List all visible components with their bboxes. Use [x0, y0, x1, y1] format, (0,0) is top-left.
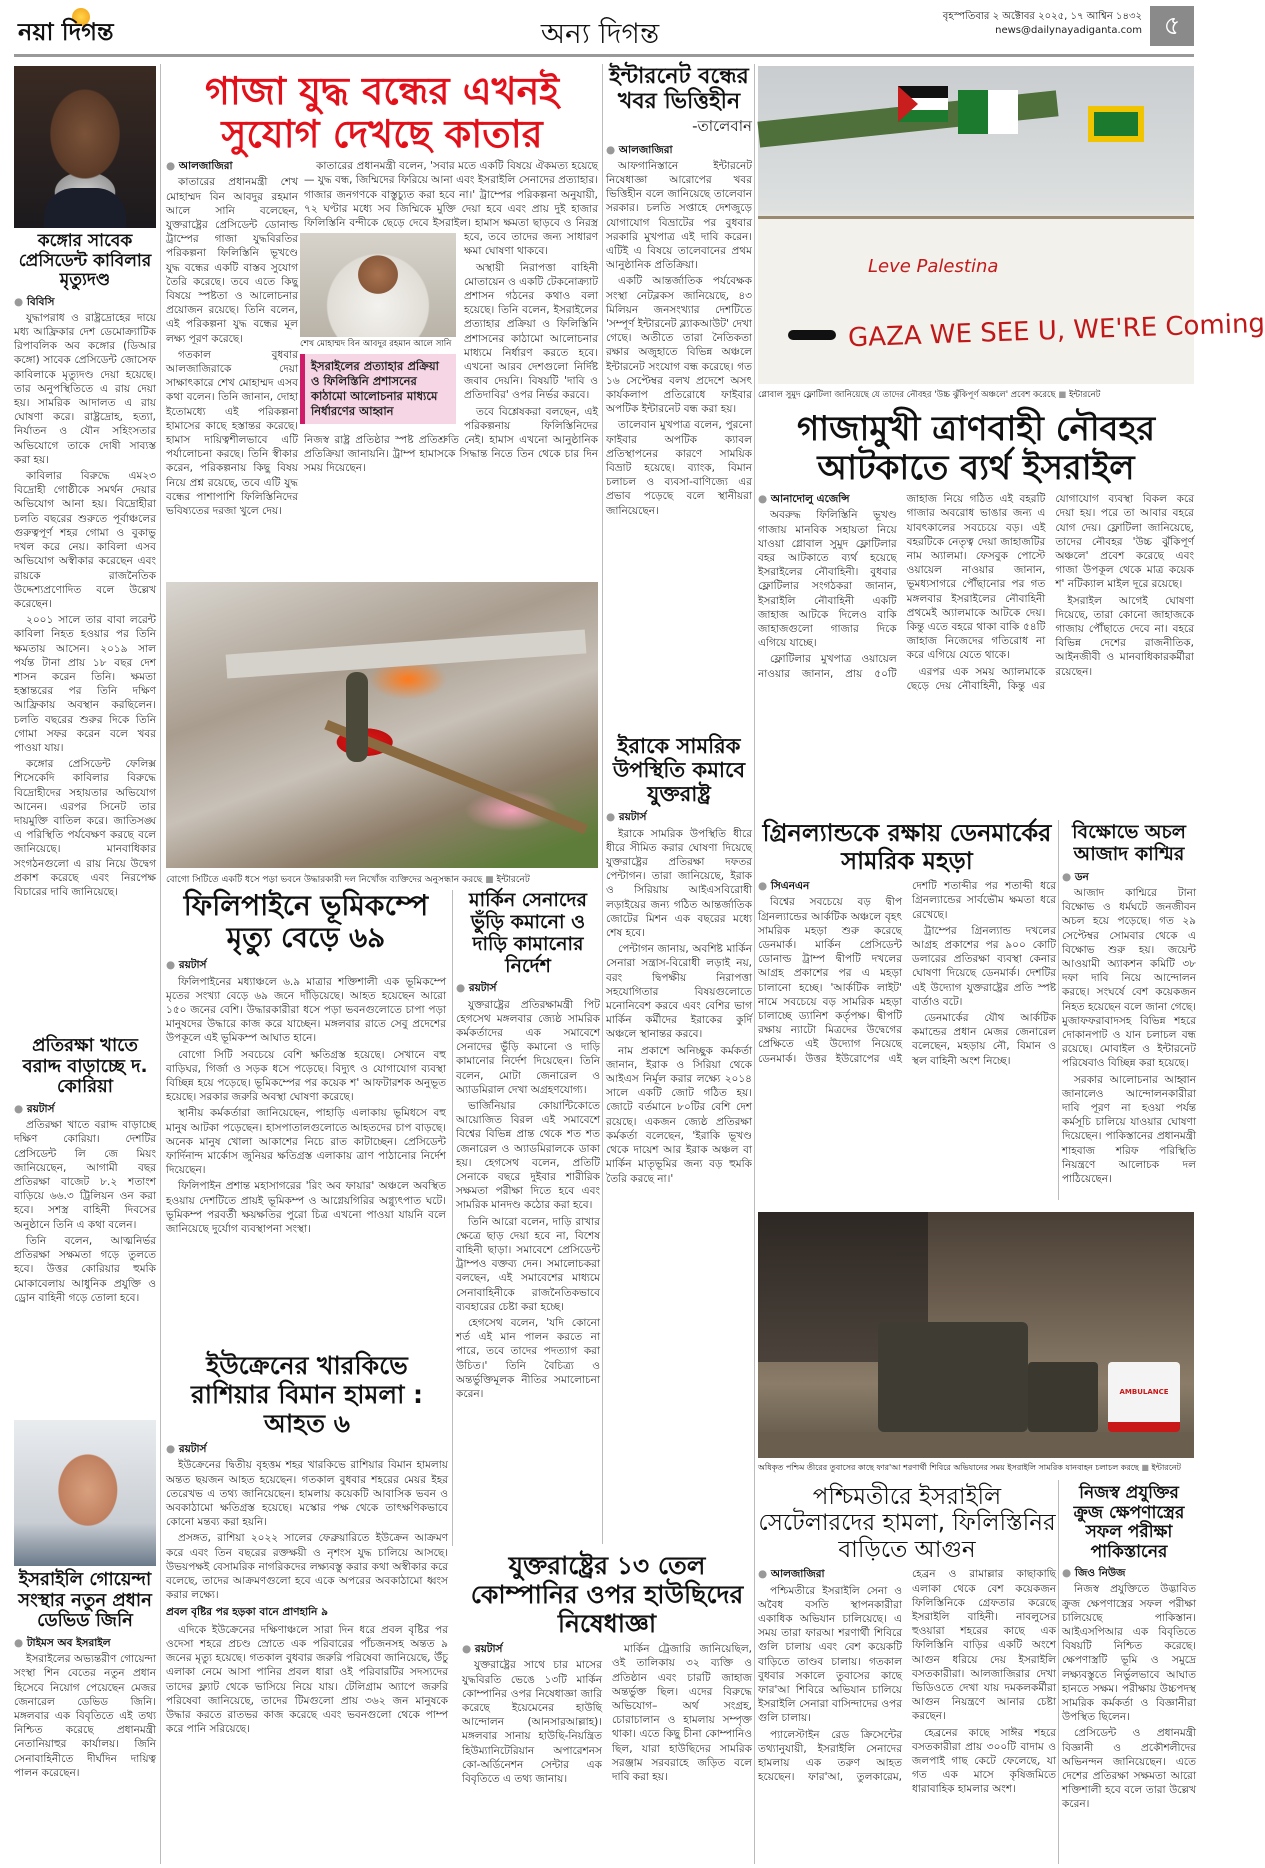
- qatar-pm-photo: [300, 233, 456, 337]
- paragraph: পেন্টাগন জানায়, অবশিষ্ট মার্কিন সেনারা সন্ত্রাস-বিরোধী লড়াই নয়, বরং দ্বিপক্ষীয় নিরাপত্তা সহযোগিতার বিষয়গুলোতে মনোনিবেশ করবে এবং বেশির ভাগ মার্কিন কর্মীদের ইরাকের কুর্দি অঞ্চলে স্থানান্তর করবে।: [606, 943, 752, 1041]
- caption-text: অধিকৃত পশ্চিম তীরের তুবাসের কাছে ফার'আ শরণার্থী শিবিরে অভিযানের সময় ইসরাইলি সামরিক যানবাহন চলাচল করছে: [758, 1463, 1139, 1472]
- paragraph: ইউক্রেনের দ্বিতীয় বৃহত্তম শহর খারকিভে রাশিয়ার বিমান হামলায় অন্তত ছয়জন আহত হয়েছেন। গতকাল বুধবার শহরের মেয়র ইহর তেরেখভ এ তথ্য জানিয়েছেন। হামলায় কয়েকটি আবাসিক ভবন ও অবকাঠামো ক্ষতিগ্রস্ত হয়েছে। মস্কোর পক্ষ থেকে তাৎক্ষণিকভাবে কোনো মন্তব্য করা হয়নি।: [166, 1459, 448, 1529]
- column-divider: [160, 64, 161, 1864]
- paragraph: এরপর এক সময় অ্যালমাকে ছেড়ে দেয় নৌবাহিনী, কিন্তু এর যোগাযোগ ব্যবস্থা বিকল করে দেয়া হয়। পরে তা আবার বহরে যোগ দেয়। ফ্লোটিলা জানিয়েছে, তাদের নৌবহর 'উচ্চ ঝুঁকিপূর্ণ অঞ্চলে' প্রবেশ করেছে এবং গাজা উপকূল থেকে মাত্র কয়েক শ' নটিক্যাল মাইল দূরে রয়েছে।: [906, 493, 1194, 692]
- masthead-rule: [14, 54, 1194, 57]
- greenland-source: ● সিএনএন: [758, 879, 902, 893]
- qatar-headline: গাজা যুদ্ধ বন্ধের এখনই সুযোগ দেখছে কাতার: [204, 69, 560, 156]
- paragraph: কঙ্গোর প্রেসিডেন্ট ফেলিক্স শিসেকেদি কাবিলার বিরুদ্ধে বিদ্রোহীদের সহায়তার অভিযোগ আনেন। এরপর সিনেট তার দায়মুক্তি বাতিল করে। জাতিসঙ্ঘ এ পরিস্থিতি পর্যবেক্ষণ করছে বলে জানিয়েছে। মানবাধিকার সংগঠনগুলো এ রায় নিয়ে উদ্বেগ প্রকাশ করেছে এবং নিরপেক্ষ বিচারের দাবি জানিয়েছে।: [14, 758, 156, 898]
- paragraph: ফিলিপাইন প্রশান্ত মহাসাগরের 'রিং অব ফায়ার' অঞ্চলে অবস্থিত হওয়ায় দেশটিতে প্রায়ই ভূমিকম্প ও আগ্নেয়গিরির অগ্ন্যুৎপাত ঘটে। ভূমিকম্প পরবর্তী ক্ষয়ক্ষতির পুরো চিত্র এখনো পাওয়া যায়নি বলে জানিয়েছে দুর্যোগ ব্যবস্থাপনা সংস্থা।: [166, 1180, 446, 1236]
- paragraph: নিজস্ব প্রযুক্তিতে উদ্ভাবিত ক্রুজ ক্ষেপণাস্ত্রের সফল পরীক্ষা চালিয়েছে পাকিস্তান। আইএসপিআর এক বিবৃতিতে বিষয়টি নিশ্চিত করেছে। ক্ষেপণাস্ত্রটি ভূমি ও সমুদ্রে লক্ষ্যবস্তুতে নির্ভুলভাবে আঘাত হানতে সক্ষম। পরীক্ষায় উচ্চপদস্থ সামরিক কর্মকর্তা ও বিজ্ঞানীরা উপস্থিত ছিলেন।: [1062, 1583, 1196, 1724]
- iraq-headline: ইরাকে সামরিক উপস্থিতি কমাবে যুক্তরাষ্ট্র: [612, 734, 746, 807]
- kashmir-source: ● ডন: [1062, 870, 1196, 884]
- paragraph: স্থানীয় কর্মকর্তারা জানিয়েছেন, পাহাড়ি এলাকায় ভূমিধসে বহু মানুষ আটকা পড়েছেন। হাসপাতালগুলোতে আহতদের চাপ বাড়ছে। অনেক মানুষ খোলা আকাশের নিচে রাত কাটাচ্ছেন। প্রেসিডেন্ট ফার্দিনান্দ মার্কোস জুনিয়র ক্ষতিগ্রস্ত এলাকায় ত্রাণ পাঠানোর নির্দেশ দিয়েছেন।: [166, 1107, 446, 1177]
- iraq-source: ● রয়টার্স: [606, 810, 752, 824]
- paragraph: প্রতিরক্ষা খাতে বরাদ্দ বাড়াচ্ছে দক্ষিণ কোরিয়া। দেশটির প্রেসিডেন্ট লি জে মিয়ং জানিয়েছেন, আগামী বছর প্রতিরক্ষা বাজেট ৮.২ শতাংশ বাড়িয়ে ৬৬.৩ ট্রিলিয়ন ওন করা হবে। সশস্ত্র বাহিনী দিবসের অনুষ্ঠানে তিনি এ কথা বলেন।: [14, 1119, 156, 1231]
- paragraph: আজাদ কাশ্মিরে টানা বিক্ষোভ ও ধর্মঘটে জনজীবন অচল হয়ে পড়েছে। গত ২৯ সেপ্টেম্বর সোমবার থেকে এ বিক্ষোভ শুরু হয়। জয়েন্ট আওয়ামী অ্যাকশন কমিটি ৩৮ দফা দাবি নিয়ে আন্দোলন করছে। সংঘর্ষে বেশ কয়েকজন নিহত হয়েছেন বলে জানা গেছে। মুজাফফরাবাদসহ বিভিন্ন শহরে দোকানপাট ও যান চলাচল বন্ধ রয়েছে। মোবাইল ও ইন্টারনেট পরিষেবাও বিচ্ছিন্ন করা হয়েছে।: [1062, 886, 1196, 1070]
- flotilla-photo-caption: গ্লোবাল সুমুদ ফ্লোটিলা জানিয়েছে যে তাদের নৌবহর 'উচ্চ ঝুঁকিপূর্ণ অঞ্চলে' প্রবেশ করেছে ■ ইন্টারনেট: [758, 390, 1101, 400]
- philippines-article: [166, 958, 446, 1346]
- paragraph: ট্রাম্পের গ্রিনল্যান্ড দখলের আগ্রহ প্রকাশের পর ৯০০ কোটি ডলারের প্রতিরক্ষা ব্যবস্থা কেনার ঘোষণা দিয়েছে ডেনমার্ক। দেশটির এই উদ্যোগ যুক্তরাষ্ট্রের প্রতি স্পষ্ট বার্তাও বটে।: [912, 924, 1056, 1008]
- west-bank-headline: পশ্চিমতীরে ইসরাইলি সেটেলারদের হামলা, ফিলিস্তিনির বাড়িতে আগুন: [758, 1484, 1056, 1563]
- greenland-story: [758, 820, 1056, 1202]
- qatar-source: ● আলজাজিরা: [166, 159, 298, 173]
- paragraph: ২০০১ সালে তার বাবা লরেন্ট কাবিলা নিহত হওয়ার পর তিনি ক্ষমতায় আসেন। ২০১৯ সাল পর্যন্ত টানা প্রায় ১৮ বছর দেশ শাসন করেন তিনি। ক্ষমতা হস্তান্তরের পর তিনি দক্ষিণ আফ্রিকায় অবস্থান করছিলেন। চলতি বছরের শুরুর দিকে তিনি গোমা সফর করেন বলে খবর পাওয়া যায়।: [14, 614, 156, 754]
- west-bank-article: [758, 1567, 1056, 1864]
- greenland-article: [758, 879, 1056, 1202]
- contact-email[interactable]: news@dailynayadiganta.com: [995, 25, 1142, 36]
- congo-article: [14, 295, 156, 1030]
- earthquake-photo-caption: বোগো সিটিতে একটি ধসে পড়া ভবনে উদ্ধারকারী দল নিখোঁজ ব্যক্তিদের অনুসন্ধান করছে ■ ইন্টারনেট: [166, 875, 530, 885]
- palestine-flag-icon: [898, 86, 948, 122]
- photo-credit: ইন্টারনেট: [1151, 1463, 1182, 1472]
- paragraph: সরকার আলোচনার আহ্বান জানালেও আন্দোলনকারীরা দাবি পূরণ না হওয়া পর্যন্ত কর্মসূচি চালিয়ে যাওয়ার ঘোষণা দিয়েছেন। পাকিস্তানের প্রধানমন্ত্রী শাহবাজ শরিফ পরিস্থিতি নিয়ন্ত্রণে আলোচক দল পাঠিয়েছেন।: [1062, 1073, 1196, 1185]
- flotilla-story: [758, 410, 1194, 786]
- israel-spy-article: [14, 1636, 156, 1864]
- column-divider: [452, 890, 453, 1546]
- paragraph: প্রেসিডেন্ট ও প্রধানমন্ত্রী বিজ্ঞানী ও প্রকৌশলীদের অভিনন্দন জানিয়েছেন। এতে দেশের প্রতিরক্ষা সক্ষমতা আরো শক্তিশালী হবে বলে তারা উল্লেখ করেন।: [1062, 1727, 1196, 1811]
- korea-headline: প্রতিরক্ষা খাতে বরাদ্দ বাড়াচ্ছে দ. কোরিয়া: [22, 1035, 148, 1098]
- paragraph: ভার্জিনিয়ার কোয়ান্টিকোতে আয়োজিত বিরল এই সমাবেশে বিশ্বের বিভিন্ন প্রান্ত থেকে শত শত জেনারেল ও অ্যাডমিরালকে ডাকা হয়। হেগসেথ বলেন, প্রতিটি সেনাকে বছরে দুইবার শারীরিক সক্ষমতা পরীক্ষা দিতে হবে এবং সামরিক মানদণ্ড কঠোর করা হবে।: [456, 1100, 600, 1212]
- taliban-article: [606, 143, 752, 728]
- taliban-source: ● আলজাজিরা: [606, 143, 752, 157]
- houthi-story: [462, 1552, 752, 1864]
- paragraph: প্যালেস্টাইন রেড ক্রিসেন্টের তথ্যানুযায়ী, ইসরাইলি সেনাদের হামলায় এক তরুণ আহত হয়েছেন। ফার'আ, তুলকারেম, হেব্রন ও রামাল্লার কাছাকাছি এলাকা থেকে বেশ কয়েকজন ফিলিস্তিনিকে গ্রেফতার করেছে ইসরাইলি বাহিনী। নাবলুসের হুওয়ারা শহরের কাছে এক ফিলিস্তিনি বাড়ির একটি অংশে আগুন ধরিয়ে দেয় ইসরাইলি বসতকারীরা। আলজাজিরার দেখা ভিডিওতে দেখা যায় দমকলকর্মীরা আগুন নিয়ন্ত্রণে আনার চেষ্টা করছেন।: [758, 1568, 1056, 1784]
- kashmir-article: [1062, 870, 1196, 1202]
- us-army-headline: মার্কিন সেনাদের ভুঁড়ি কমানো ও দাড়ি কামানোর নির্দেশ: [469, 889, 587, 977]
- israel-spy-source: ● টাইমস অব ইসরাইল: [14, 1636, 156, 1650]
- iraq-story: [606, 734, 752, 1546]
- flotilla-boat-photo: [758, 66, 1265, 384]
- pakistan-article: [1062, 1566, 1196, 1864]
- iraq-article: [606, 810, 752, 1546]
- jamaica-flag-icon: [1088, 106, 1144, 142]
- armored-vehicle: [878, 1322, 1028, 1432]
- greenland-headline: গ্রিনল্যান্ডকে রক্ষায় ডেনমার্কের সামরিক মহড়া: [762, 819, 1052, 875]
- earthquake-rubble-photo: [166, 582, 598, 868]
- photo-credit: ইন্টারনেট: [496, 875, 530, 885]
- caption-text: বোগো সিটিতে একটি ধসে পড়া ভবনে উদ্ধারকারী দল নিখোঁজ ব্যক্তিদের অনুসন্ধান করছে: [166, 875, 483, 885]
- taliban-story: [606, 64, 752, 728]
- us-army-article: [456, 981, 600, 1546]
- ukraine-story: [166, 1352, 448, 1864]
- issue-date: বৃহস্পতিবার ২ অক্টোবর ২০২৫, ১৭ আশ্বিন ১৪৩২: [942, 11, 1142, 22]
- paragraph: তিনি আরো বলেন, দাড়ি রাখার ক্ষেত্রে ছাড় দেয়া হবে না, বিশেষ বাহিনী ছাড়া। সমাবেশে প্রেসিডেন্ট ট্রাম্পও বক্তব্য দেন। সমালোচকরা বলছেন, এই সমাবেশের মাধ্যমে সেনাবাহিনীকে রাজনৈতিকভাবে ব্যবহারের চেষ্টা করা হচ্ছে।: [456, 1215, 600, 1313]
- paragraph: বিশ্বের সবচেয়ে বড় দ্বীপ গ্রিনল্যান্ডের আর্কটিক অঞ্চলে বৃহৎ সামরিক মহড়া শুরু করেছে ডেনমার্ক। মার্কিন প্রেসিডেন্ট ডোনাল্ড ট্রাম্প দ্বীপটি দখলের আগ্রহ প্রকাশের পর এ মহড়া চালানো হচ্ছে। 'আর্কটিক লাইট' নামে সবচেয়ে বড় সামরিক মহড়া চালাচ্ছে ড্যানিশ কর্তৃপক্ষ। দ্বীপটি রক্ষায় ন্যাটো মিত্রদের উদ্বেগের প্রেক্ষিতে এই উদ্যোগ নিয়েছে ডেনমার্ক। উত্তর ইউরোপের এই দেশটি শতাব্দীর পর শতাব্দী ধরে গ্রিনল্যান্ডের সার্বভৌম ক্ষমতা ধরে রেখেছে।: [758, 880, 1056, 1065]
- logo-text: নয়া দিগন্ত: [18, 18, 114, 46]
- paragraph: মার্কিন ট্রেজারি জানিয়েছিল, ওই তালিকায় ৩২ ব্যক্তি ও প্রতিষ্ঠান এবং চারটি জাহাজ অন্তর্ভুক্ত ছিল। এদের বিরুদ্ধে অভিযোগ– অর্থ সংগ্রহ, চোরাচালান ও হামলায় সম্পৃক্ত থাকা। এতে কিছু চীনা কোম্পানিও ছিল, যারা হাউছিদের সামরিক সরঞ্জাম সরবরাহে জড়িত বলে দাবি করা হয়।: [612, 1643, 752, 1784]
- qatar-story: [166, 70, 598, 576]
- paragraph: ইরাকে সামরিক উপস্থিতি ধীরে ধীরে সীমিত করার ঘোষণা দিয়েছে যুক্তরাষ্ট্রের প্রতিরক্ষা দফতর পেন্টাগন। তারা জানিয়েছে, ইরাক ও সিরিয়ায় আইএসবিরোধী লড়াইয়ের জন্য গঠিত আন্তর্জাতিক জোটের মিশন এক বছরের মধ্যে শেষ হবে।: [606, 827, 752, 940]
- taliban-attribution: -তালেবান: [692, 116, 752, 135]
- paragraph: প্রসঙ্গত, রাশিয়া ২০২২ সালের ফেব্রুয়ারিতে ইউক্রেন আক্রমণ করে এবং তিন বছরের রক্তক্ষয়ী ও নৃশংস যুদ্ধ চালিয়ে আসছে। উভয়পক্ষই বেসামরিক নাগরিকদের লক্ষ্যবস্তু করার কথা অস্বীকার করে বলেছে, তাদের আক্রমণগুলো হবে একে অপরের অবকাঠামো ধ্বংস করার লক্ষ্যে।: [166, 1532, 448, 1602]
- pakistan-headline: নিজস্ব প্রযুক্তির ক্রুজ ক্ষেপণাস্ত্রের সফল পরীক্ষা পাকিস্তানের: [1073, 1483, 1185, 1562]
- israel-spy-story: [14, 1570, 156, 1864]
- column-divider: [1058, 820, 1059, 1200]
- page-number: ৫: [1150, 6, 1194, 46]
- ambulance-text: AMBULANCE: [1119, 1388, 1169, 1396]
- flotilla-headline: গাজামুখী ত্রাণবাহী নৌবহর আটকাতে ব্যর্থ ইসরাইল: [796, 409, 1156, 489]
- paragraph: তালেবান মুখপাত্র বলেন, পুরনো ফাইবার অপটিক ক্যাবল প্রতিস্থাপনের কারণে সাময়িক বিভ্রাট হয়েছে। ব্যাংক, বিমান চলাচল ও ব্যবসা-বাণিজ্যে এর প্রভাব পড়েছে বলে স্থানীয়রা জানিয়েছেন।: [606, 419, 752, 517]
- pull-quote-text: ইসরাইলের প্রত্যাহার প্রক্রিয়া ও ফিলিস্তিনি প্রশাসনের কাঠামো আলোচনার মাধ্যমে নির্ধারণের আহ্বান: [311, 359, 439, 419]
- photo-credit: ইন্টারনেট: [1069, 390, 1101, 400]
- paragraph: এদিকে ইউক্রেনের দক্ষিণাঞ্চলে সারা দিন ধরে প্রবল বৃষ্টির পর ওদেসা শহরে প্রচণ্ড স্রোতে এক পরিবারের পাঁচজনসহ অন্তত ৯ জনের মৃত্যু হয়েছে। গতকাল বুধবার জরুরি পরিষেবা জানিয়েছে, উঁচু এলাকা নেমে আসা পানির প্রবল ধারা ওই পরিবারটির সদস্যদের তাদের ফ্ল্যাট থেকে ভাসিয়ে নিয়ে যায়। টেলিগ্রাম অ্যাপে জরুরি পরিষেবা জানিয়েছে, তাদের টিমগুলো প্রায় ৩৬২ জন মানুষকে উদ্ধার করতে রাতভর কাজ করেছে এবং ভবনগুলো থেকে পাম্প করে পানি সরিয়েছে।: [166, 1623, 448, 1736]
- houthi-article: [462, 1642, 752, 1864]
- paragraph: ফ্লোটিলার মুখপাত্র ওয়ায়েল নাওয়ার জানান, প্রায় ৫০টি জাহাজ নিয়ে গঠিত এই বহরটি গাজার অবরোধ ভাঙার জন্য এ যাবৎকালের সবচেয়ে বড়। এই বহরটিকে নেতৃত্ব দেয়া জাহাজটির নাম অ্যালমা। ফেসবুক পোস্টে ওয়ায়েল নাওয়ার জানান, ভূমধ্যসাগরে পৌঁছানোর পর গত মঙ্গলবার ইসরাইলের নৌবাহিনী প্রথমেই অ্যালমাকে আটকে দেয়। কিন্তু এতে বহরে থাকা বাকি ৫৪টি জাহাজ নিজেদের গতিরোধ না করে এগিয়ে যেতে থাকে।: [758, 493, 1046, 680]
- us-army-source: ● রয়টার্স: [456, 981, 600, 995]
- paragraph: ইসরাইলের অভ্যন্তরীণ গোয়েন্দা সংস্থা শিন বেতের নতুন প্রধান হিসেবে নিয়োগ পেয়েছেন মেজর জেনারেল ডেভিড জিনি। মঙ্গলবার এক বিবৃতিতে এই তথ্য নিশ্চিত করেছে প্রধানমন্ত্রী নেতানিয়াহুর কার্যালয়। জিনি সেনাবাহিনীতে দীর্ঘদিন দায়িত্ব পালন করেছেন।: [14, 1653, 156, 1779]
- boat-graffiti-text: GAZA WE SEE U, WE'RE Coming: [847, 308, 1265, 354]
- paragraph: তিনি বলেন, আত্মনির্ভর প্রতিরক্ষা সক্ষমতা গড়ে তুলতে হবে। উত্তর কোরিয়ার হুমকি মোকাবেলায় আধুনিক প্রযুক্তি ও ড্রোন বাহিনী গড়ে তোলা হবে।: [14, 1234, 156, 1304]
- taliban-headline: ইন্টারনেট বন্ধের খবর ভিত্তিহীন: [609, 64, 749, 115]
- congo-source: ● বিবিসি: [14, 295, 156, 309]
- paragraph: যুক্তরাষ্ট্রের প্রতিরক্ষামন্ত্রী পিট হেগসেথ মঙ্গলবার জ্যেষ্ঠ সামরিক কর্মকর্তাদের এক সমাবেশে সেনাদের ভুঁড়ি কমানো ও দাড়ি কামানোর নির্দেশ দিয়েছেন। তিনি বলেন, মোটা জেনারেল ও অ্যাডমিরাল দেখা অগ্রহণযোগ্য।: [456, 998, 600, 1096]
- ukraine-headline: ইউক্রেনের খারকিভে রাশিয়ার বিমান হামলা : আহত ৬: [190, 1351, 424, 1438]
- korea-article: [14, 1102, 156, 1416]
- column-divider: [1058, 1480, 1059, 1864]
- paragraph: ইসরাইল আগেই ঘোষণা দিয়েছে, তারা কোনো জাহাজকে গাজায় পৌঁছাতে দেবে না। বহরে বিভিন্ন দেশের রাজনীতিক, আইনজীবী ও মানবাধিকারকর্মীরা রয়েছেন।: [1055, 594, 1194, 678]
- qatar-photo-caption: শেখ মোহাম্মদ বিন আবদুর রহমান আলে সানি: [300, 339, 452, 350]
- masthead-logo[interactable]: [18, 14, 158, 48]
- korea-source: ● রয়টার্স: [14, 1102, 156, 1116]
- flotilla-source: ● আনাদোলু এজেন্সি: [758, 492, 897, 506]
- paragraph: কাতারের প্রধানমন্ত্রী বলেন, 'সবার মতে একটি বিষয়ে ঐকমত্য হয়েছে— যুদ্ধ বন্ধ, জিম্মিদের ফিরিয়ে আনা এবং ইসরাইলি সেনাদের প্রত্যাহার। গাজার জনগণকে বাস্তুচ্যুত করা হবে না।' ট্রাম্পের পরিকল্পনা অনুযায়ী, ৭২ ঘণ্টার মধ্যে সব জিম্মিকে মুক্তি দেয়া হবে এবং প্রায় দুই হাজার ফিলিস্তিনি বন্দীকে ছেড়ে দেবে ইসরাইল। হামাস ক্ষমতা ছাড়বে ও নিরস্ত্র হবে, তবে তাদের জন্য সাধারণ ক্ষমা ঘোষণা থাকবে।: [304, 160, 598, 258]
- paragraph: একটি আন্তর্জাতিক পর্যবেক্ষক সংস্থা নেটব্লকস জানিয়েছে, ৪৩ মিলিয়ন জনসংখ্যার দেশটিতে 'সম্পূর্ণ ইন্টারনেট ব্ল্যাকআউট' দেখা গেছে। অতীতে তারা নৈতিকতা রক্ষার অজুহাতে বিভিন্ন অঞ্চলে ইন্টারনেট সংযোগ বন্ধ করেছে। গত ১৬ সেপ্টেম্বর বলখ প্রদেশে অসৎ কার্যকলাপ প্রতিরোধে ফাইবার অপটিক ইন্টারনেট বন্ধ করা হয়।: [606, 275, 752, 416]
- us-army-story: [456, 890, 600, 1546]
- ukraine-article: [166, 1442, 448, 1864]
- kashmir-headline: বিক্ষোভে অচল আজাদ কাশ্মির: [1072, 821, 1186, 865]
- israel-spy-headline: ইসরাইলি গোয়েন্দা সংস্থার নতুন প্রধান ডেভিড জিনি: [18, 1569, 152, 1632]
- caption-text: গ্লোবাল সুমুদ ফ্লোটিলা জানিয়েছে যে তাদের নৌবহর 'উচ্চ ঝুঁকিপূর্ণ অঞ্চলে' প্রবেশ করেছে: [758, 390, 1056, 400]
- korea-story: [14, 1036, 156, 1416]
- qatar-column-left: [166, 159, 298, 576]
- west-bank-source: ● আলজাজিরা: [758, 1567, 902, 1581]
- paragraph: অস্থায়ী নিরাপত্তা বাহিনী মোতায়েন ও একটি টেকনোক্র্যাট প্রশাসন গঠনের কথাও বলা হয়েছে। তিনি বলেন, ইসরাইলের প্রত্যাহার প্রক্রিয়া ও ফিলিস্তিনি প্রশাসনের কাঠামো আলোচনার মাধ্যমে নির্ধারণ করতে হবে। এখনো আরব দেশগুলো নির্দিষ্ট জবাব দেয়নি। বিষয়টি 'দাবি ও প্রতিদাবির' ওপর নির্ভর করবে।: [464, 261, 598, 402]
- philippines-story: [166, 890, 446, 1346]
- pakistan-story: [1062, 1484, 1196, 1864]
- paragraph: তবে বিশ্লেষকরা বলছেন, এই পরিকল্পনায় ফিলিস্তিনিদের নিজস্ব রাষ্ট্র প্রতিষ্ঠার স্পষ্ট প্রতিশ্রুতি নেই। হামাস এখনো আনুষ্ঠানিক প্রতিক্রিয়া জানায়নি। ট্রাম্প হামাসকে সিদ্ধান্ত নিতে তিন থেকে চার দিন সময় দিয়েছেন।: [304, 405, 598, 475]
- paragraph: হেব্রনের কাছে সাঈর শহরে বসতকারীরা প্রায় ৩০০টি বাদাম ও জলপাই গাছ কেটে ফেলেছে, যা গত এক মাসে কৃষিজমিতে ধারাবাহিক হামলার অংশ।: [912, 1726, 1056, 1796]
- ukraine-subhead: প্রবল বৃষ্টির পর হড়কা বানে প্রাণহানি ৯: [166, 1606, 328, 1619]
- kabila-photo: [14, 66, 156, 228]
- congo-story: [14, 232, 156, 1030]
- congo-headline: কঙ্গোর সাবেক প্রেসিডেন্ট কাবিলার মৃত্যুদণ্ড: [18, 231, 152, 291]
- paragraph: যুক্তরাষ্ট্রের সাথে চার মাসের যুদ্ধবিরতি ভেঙে ১৩টি মার্কিন কোম্পানির ওপর নিষেধাজ্ঞা জারি করেছে ইয়েমেনের হাউছি আন্দোলন (আনসারআল্লাহ)। মঙ্গলবার সানায় হাউছি-নিয়ন্ত্রিত হিউম্যানিটেরিয়ান অপারেশনস কো-অর্ডিনেশন সেন্টার এক বিবৃতিতে এ তথ্য জানায়।: [462, 1659, 602, 1786]
- column-divider: [602, 64, 603, 1544]
- armored-vehicle: [1028, 1362, 1098, 1432]
- algeria-flag-icon: [958, 90, 1018, 134]
- paragraph: গতকাল বুধবার আলজাজিরাকে দেয়া সাক্ষাৎকারে শেখ মোহাম্মদ এসব কথা বলেন। তিনি জানান, দোহা ইতোমধ্যে এই পরিকল্পনা হামাসের কাছে হস্তান্তর করেছে। হামাস দায়িত্বশীলভাবে এটি পর্যালোচনা করছে। তিনি স্বীকার করেন, পরিকল্পনায় কিছু বিষয় নিয়ে প্রশ্ন রয়েছে, তবে এটি যুদ্ধ বন্ধের পাশাপাশি ফিলিস্তিনিদের ভবিষ্যতের দরজা খুলে দেয়।: [166, 348, 298, 517]
- west-bank-photo-caption: অধিকৃত পশ্চিম তীরের তুবাসের কাছে ফার'আ শরণার্থী শিবিরে অভিযানের সময় ইসরাইলি সামরিক যানবাহন চলাচল করছে ■ ইন্টারনেট: [758, 1463, 1182, 1472]
- qatar-column-right: [300, 159, 598, 576]
- paragraph: পশ্চিমতীরে ইসরাইলি সেনা ও অবৈধ বসতি স্থাপনকারীরা একাধিক অভিযান চালিয়েছে। এ সময় তারা ফারআ শরণার্থী শিবিরে গুলি চালায় এবং বেশ কয়েকটি বাড়িতে তাণ্ডব চালায়। গতকাল বুধবার সকালে তুবাসের কাছে ফার'আ শিবিরে অভিযান চালিয়ে ইসরাইলি সেনারা বাসিন্দাদের ওপর গুলি চালায়।: [758, 1584, 902, 1725]
- paragraph: কাতারের প্রধানমন্ত্রী শেখ মোহাম্মদ বিন আবদুর রহমান আলে সানি বলেছেন, যুক্তরাষ্ট্রের প্রেসিডেন্ট ডোনাল্ড ট্রাম্পের গাজা যুদ্ধবিরতির পরিকল্পনা ফিলিস্তিনি ভূখণ্ডে যুদ্ধ বন্ধের একটি বাস্তব সুযোগ তৈরি করেছে। তবে এতে কিছু বিষয়ে স্পষ্টতা ও আলোচনার প্রয়োজন রয়েছে। তিনি বলেন, এই পরিকল্পনা যুদ্ধ বন্ধের মূল লক্ষ্য পূরণ করেছে।: [166, 176, 298, 345]
- west-bank-story: [758, 1484, 1056, 1864]
- west-bank-military-vehicles-photo: [758, 1212, 1194, 1458]
- qatar-pull-quote: [300, 354, 456, 424]
- ambulance: [1108, 1362, 1180, 1432]
- paragraph: বোগো সিটি সবচেয়ে বেশি ক্ষতিগ্রস্ত হয়েছে। সেখানে বহু বাড়িঘর, গির্জা ও সড়ক ধসে পড়েছে। বিদ্যুৎ ও যোগাযোগ ব্যবস্থা বিচ্ছিন্ন হয়ে পড়েছে। ভূমিকম্পের পর কয়েক শ' আফটারশক অনুভূত হয়েছে। সরকার জরুরি অবস্থা ঘোষণা করেছে।: [166, 1048, 446, 1104]
- paragraph: কাবিলার বিরুদ্ধে এম২৩ বিদ্রোহী গোষ্ঠীকে সমর্থন দেয়ার অভিযোগ আনা হয়। বিদ্রোহীরা চলতি বছরের শুরুতে পূর্বাঞ্চলের গুরুত্বপূর্ণ শহর গোমা ও বুকাভু দখল করে নেয়। কাবিলা এসব অভিযোগ অস্বীকার করেছেন এবং রায়কে রাজনৈতিক উদ্দেশ্যপ্রণোদিত বলে উল্লেখ করেছেন।: [14, 470, 156, 610]
- philippines-headline: ফিলিপাইনে ভূমিকম্পে মৃত্যু বেড়ে ৬৯: [183, 889, 429, 955]
- qatar-article: [166, 159, 598, 576]
- pakistan-source: ● জিও নিউজ: [1062, 1566, 1196, 1580]
- philippines-source: ● রয়টার্স: [166, 958, 446, 972]
- paragraph: যুদ্ধাপরাধ ও রাষ্ট্রদ্রোহের দায়ে মধ্য আফ্রিকার দেশ ডেমোক্র্যাটিক রিপাবলিক অব কঙ্গোর (ডিআর কঙ্গো) সাবেক প্রেসিডেন্ট জোসেফ কাবিলাকে মৃত্যুদণ্ড দেয়া হয়েছে। তার অনুপস্থিতিতে এ রায় দেয়া হয়। সামরিক আদালত এ রায় ঘোষণা করে। রাষ্ট্রদ্রোহ, হত্যা, নির্যাতন ও যৌন সহিংসতার অভিযোগে তাকে দোষী সাব্যস্ত করা হয়।: [14, 311, 156, 466]
- qatar-photo-figure: [300, 233, 456, 424]
- houthi-headline: যুক্তরাষ্ট্রের ১৩ তেল কোম্পানির ওপর হাউছিদের নিষেধাজ্ঞা: [470, 1551, 744, 1638]
- kashmir-story: [1062, 822, 1196, 1202]
- section-title: অন্য দিগন্ত: [540, 17, 660, 50]
- ukraine-source: ● রয়টার্স: [166, 1442, 448, 1456]
- paragraph: আফগানিস্তানে ইন্টারনেট নিষেধাজ্ঞা আরোপের খবর ভিত্তিহীন বলে জানিয়েছে তালেবান সরকার। চলতি সপ্তাহে দেশজুড়ে যোগাযোগ বিভ্রাটের পর বুধবার সরকারি মুখপাত্র এই দাবি করেন। এটিই এ বিষয়ে তালেবানের প্রথম আনুষ্ঠানিক প্রতিক্রিয়া।: [606, 159, 752, 272]
- paragraph: অবরুদ্ধ ফিলিস্তিনি ভূখণ্ড গাজায় মানবিক সহায়তা নিয়ে যাওয়া গ্লোবাল সুমুদ ফ্লোটিলার বহর আটকাতে ব্যর্থ হয়েছে ইসরাইলের নৌবাহিনী। বুধবার ফ্লোটিলার সংগঠকরা জানান, ইসরাইলি নৌবাহিনী একটি জাহাজ আটকে দিলেও বাকি জাহাজগুলো গাজার দিকে এগিয়ে যাচ্ছে।: [758, 509, 897, 650]
- david-zini-photo: [14, 1420, 156, 1566]
- date-line: [880, 10, 1142, 38]
- houthi-source: ● রয়টার্স: [462, 1642, 602, 1656]
- paragraph: হেগসেথ বলেন, 'যদি কোনো শর্ত এই মান পালন করতে না পারে, তবে তাদের পদত্যাগ করা উচিত।' তিনি বৈচিত্র্য ও অন্তর্ভুক্তিমূলক নীতির সমালোচনা করেন।: [456, 1317, 600, 1401]
- paragraph: নাম প্রকাশে অনিচ্ছুক কর্মকর্তা জানান, ইরাক ও সিরিয়া থেকে আইএস নির্মূল করার লক্ষ্যে ২০১৪ সালে একটি জোট গঠিত হয়। জোটে বর্তমানে ৮০টির বেশি দেশ রয়েছে। একজন জ্যেষ্ঠ প্রতিরক্ষা কর্মকর্তা বলেছেন, 'ইরাকি ভূখণ্ড থেকে দায়েশ আর ইরাক অঞ্চল বা মার্কিন মাতৃভূমির জন্য বড় হুমকি তৈরি করছে না।': [606, 1044, 752, 1185]
- column-divider: [754, 64, 755, 1864]
- paragraph: ফিলিপাইনের মধ্যাঞ্চলে ৬.৯ মাত্রার শক্তিশালী এক ভূমিকম্পে মৃতের সংখ্যা বেড়ে ৬৯ জনে দাঁড়িয়েছে। আহত হয়েছেন আরো ১৫০ জনের বেশি। উদ্ধারকারীরা ধসে পড়া ভবনগুলোতে চাপা পড়া মানুষদের উদ্ধারে কাজ করে যাচ্ছেন। মঙ্গলবার রাতে সেবু প্রদেশের উপকূলে এই ভূমিকম্প আঘাত হানে।: [166, 975, 446, 1045]
- boat-banner-text: Leve Palestina: [868, 256, 999, 277]
- paragraph: ডেনমার্কের যৌথ আর্কটিক কমান্ডের প্রধান মেজর জেনারেল বলেছেন, মহড়ায় নৌ, বিমান ও স্থল বাহিনী অংশ নিচ্ছে।: [912, 1012, 1056, 1067]
- flotilla-article: [758, 492, 1194, 786]
